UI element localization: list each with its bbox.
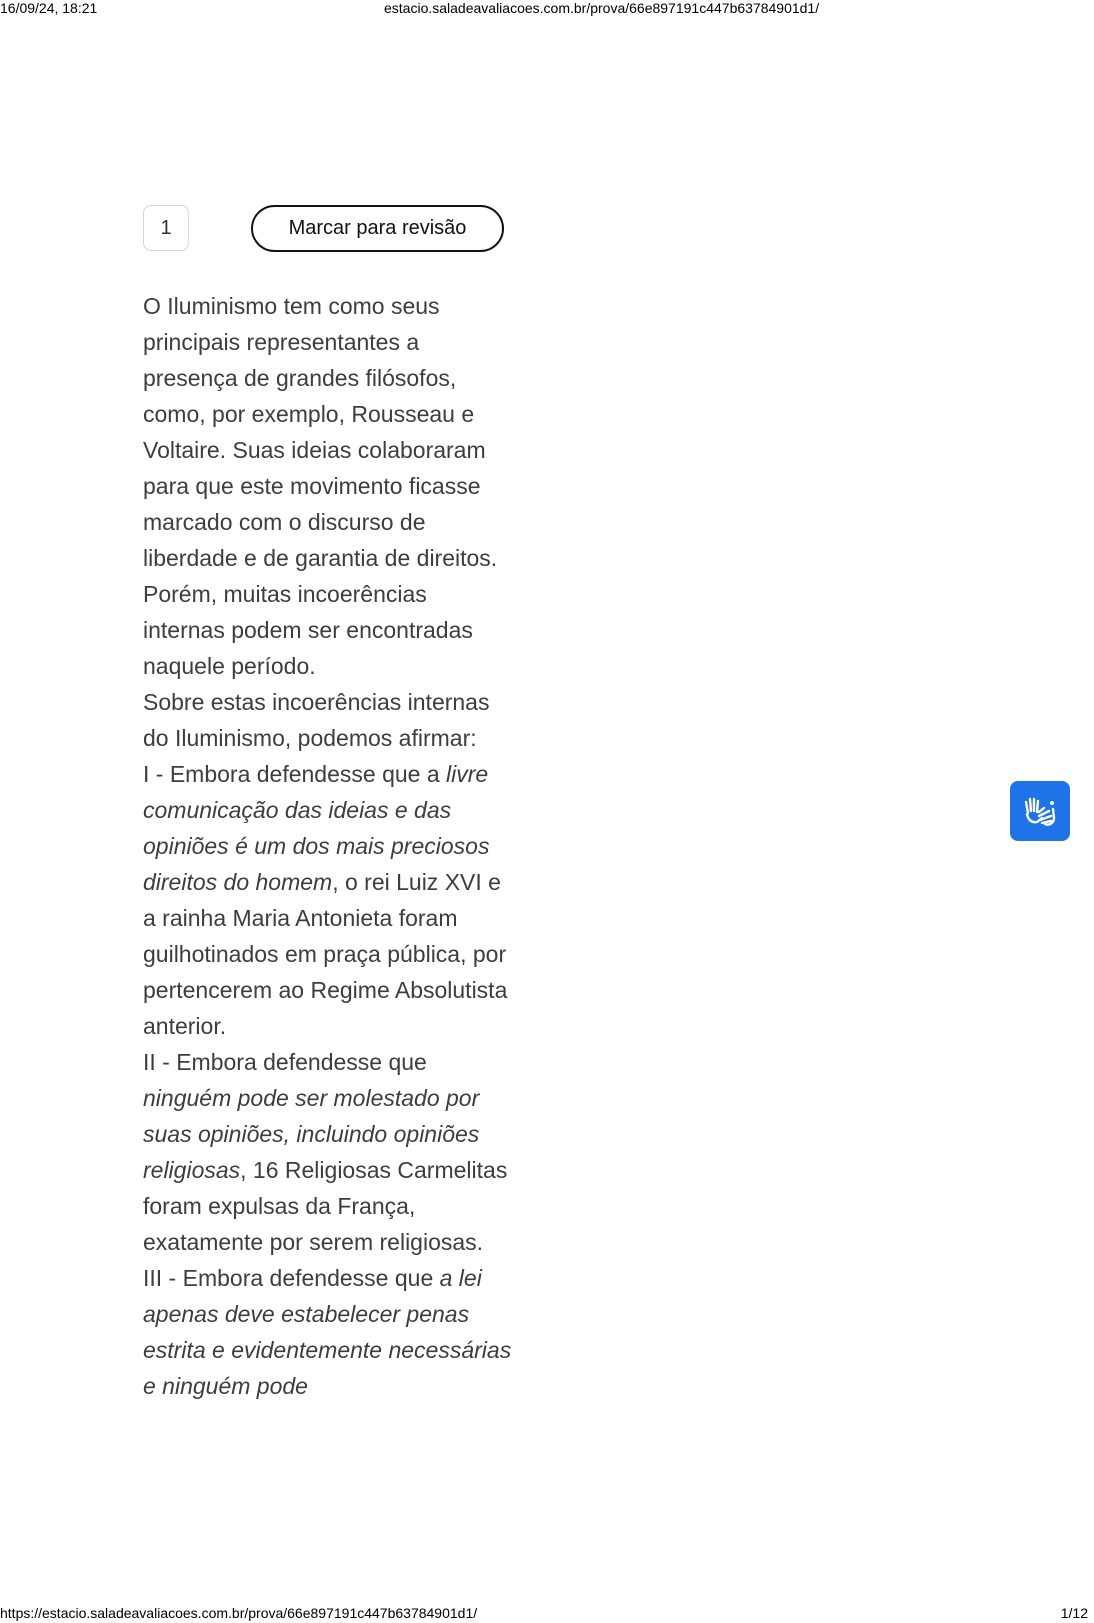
print-header-datetime: 16/09/24, 18:21 [0, 0, 98, 16]
question-number-badge: 1 [143, 205, 189, 251]
print-header-url: estacio.saladeavaliacoes.com.br/prova/66e897191c447b63784901d1/ [384, 0, 820, 16]
statement-item-2 [143, 1044, 513, 1260]
statement-item-1-suffix: , o rei Luiz XVI e a rainha Maria Antonieta foram guilhotinados em praça pública, por pertencerem ao Regime Absolutista anterior. [143, 869, 508, 1039]
statement-item-2-quote: ninguém pode ser molestado por suas opiniões, incluindo opiniões religiosas [143, 1085, 480, 1183]
statement-item-2-prefix: II - Embora defendesse que [143, 1049, 427, 1075]
print-footer-url: https://estacio.saladeavaliacoes.com.br/prova/66e897191c447b63784901d1/ [0, 1605, 478, 1621]
statement-item-3 [143, 1260, 513, 1404]
sign-language-accessibility-button[interactable] [1010, 781, 1070, 841]
statement-item-3-quote: a lei apenas deve estabelecer penas estrita e evidentemente necessárias e ninguém pode [143, 1265, 512, 1399]
statement-item-1-prefix: I - Embora defendesse que a [143, 761, 447, 787]
statement-item-2-suffix: , 16 Religiosas Carmelitas foram expulsas da França, exatamente por serem religiosas. [143, 1157, 508, 1255]
statement-item-1-quote: livre comunicação das ideias e das opiniões é um dos mais preciosos direitos do homem [143, 761, 490, 895]
print-footer-page-number: 1/12 [1060, 1605, 1088, 1621]
mark-for-review-button[interactable]: Marcar para revisão [251, 205, 504, 252]
question-prompt: Sobre estas incoerências internas do Iluminismo, podemos afirmar: [143, 689, 490, 751]
question-statement [143, 288, 513, 1404]
statement-item-3-prefix: III - Embora defendesse que [143, 1265, 440, 1291]
question-intro: O Iluminismo tem como seus principais representantes a presença de grandes filósofos, como, por exemplo, Rousseau e Voltaire. Suas ideias colaboraram para que este movimento ficasse marcado com o discurso de liberdade e de garantia de direitos. Porém, muitas incoerências internas podem ser encontradas naquele período. [143, 293, 498, 679]
statement-item-1 [143, 756, 513, 1044]
sign-language-icon [1021, 792, 1059, 830]
